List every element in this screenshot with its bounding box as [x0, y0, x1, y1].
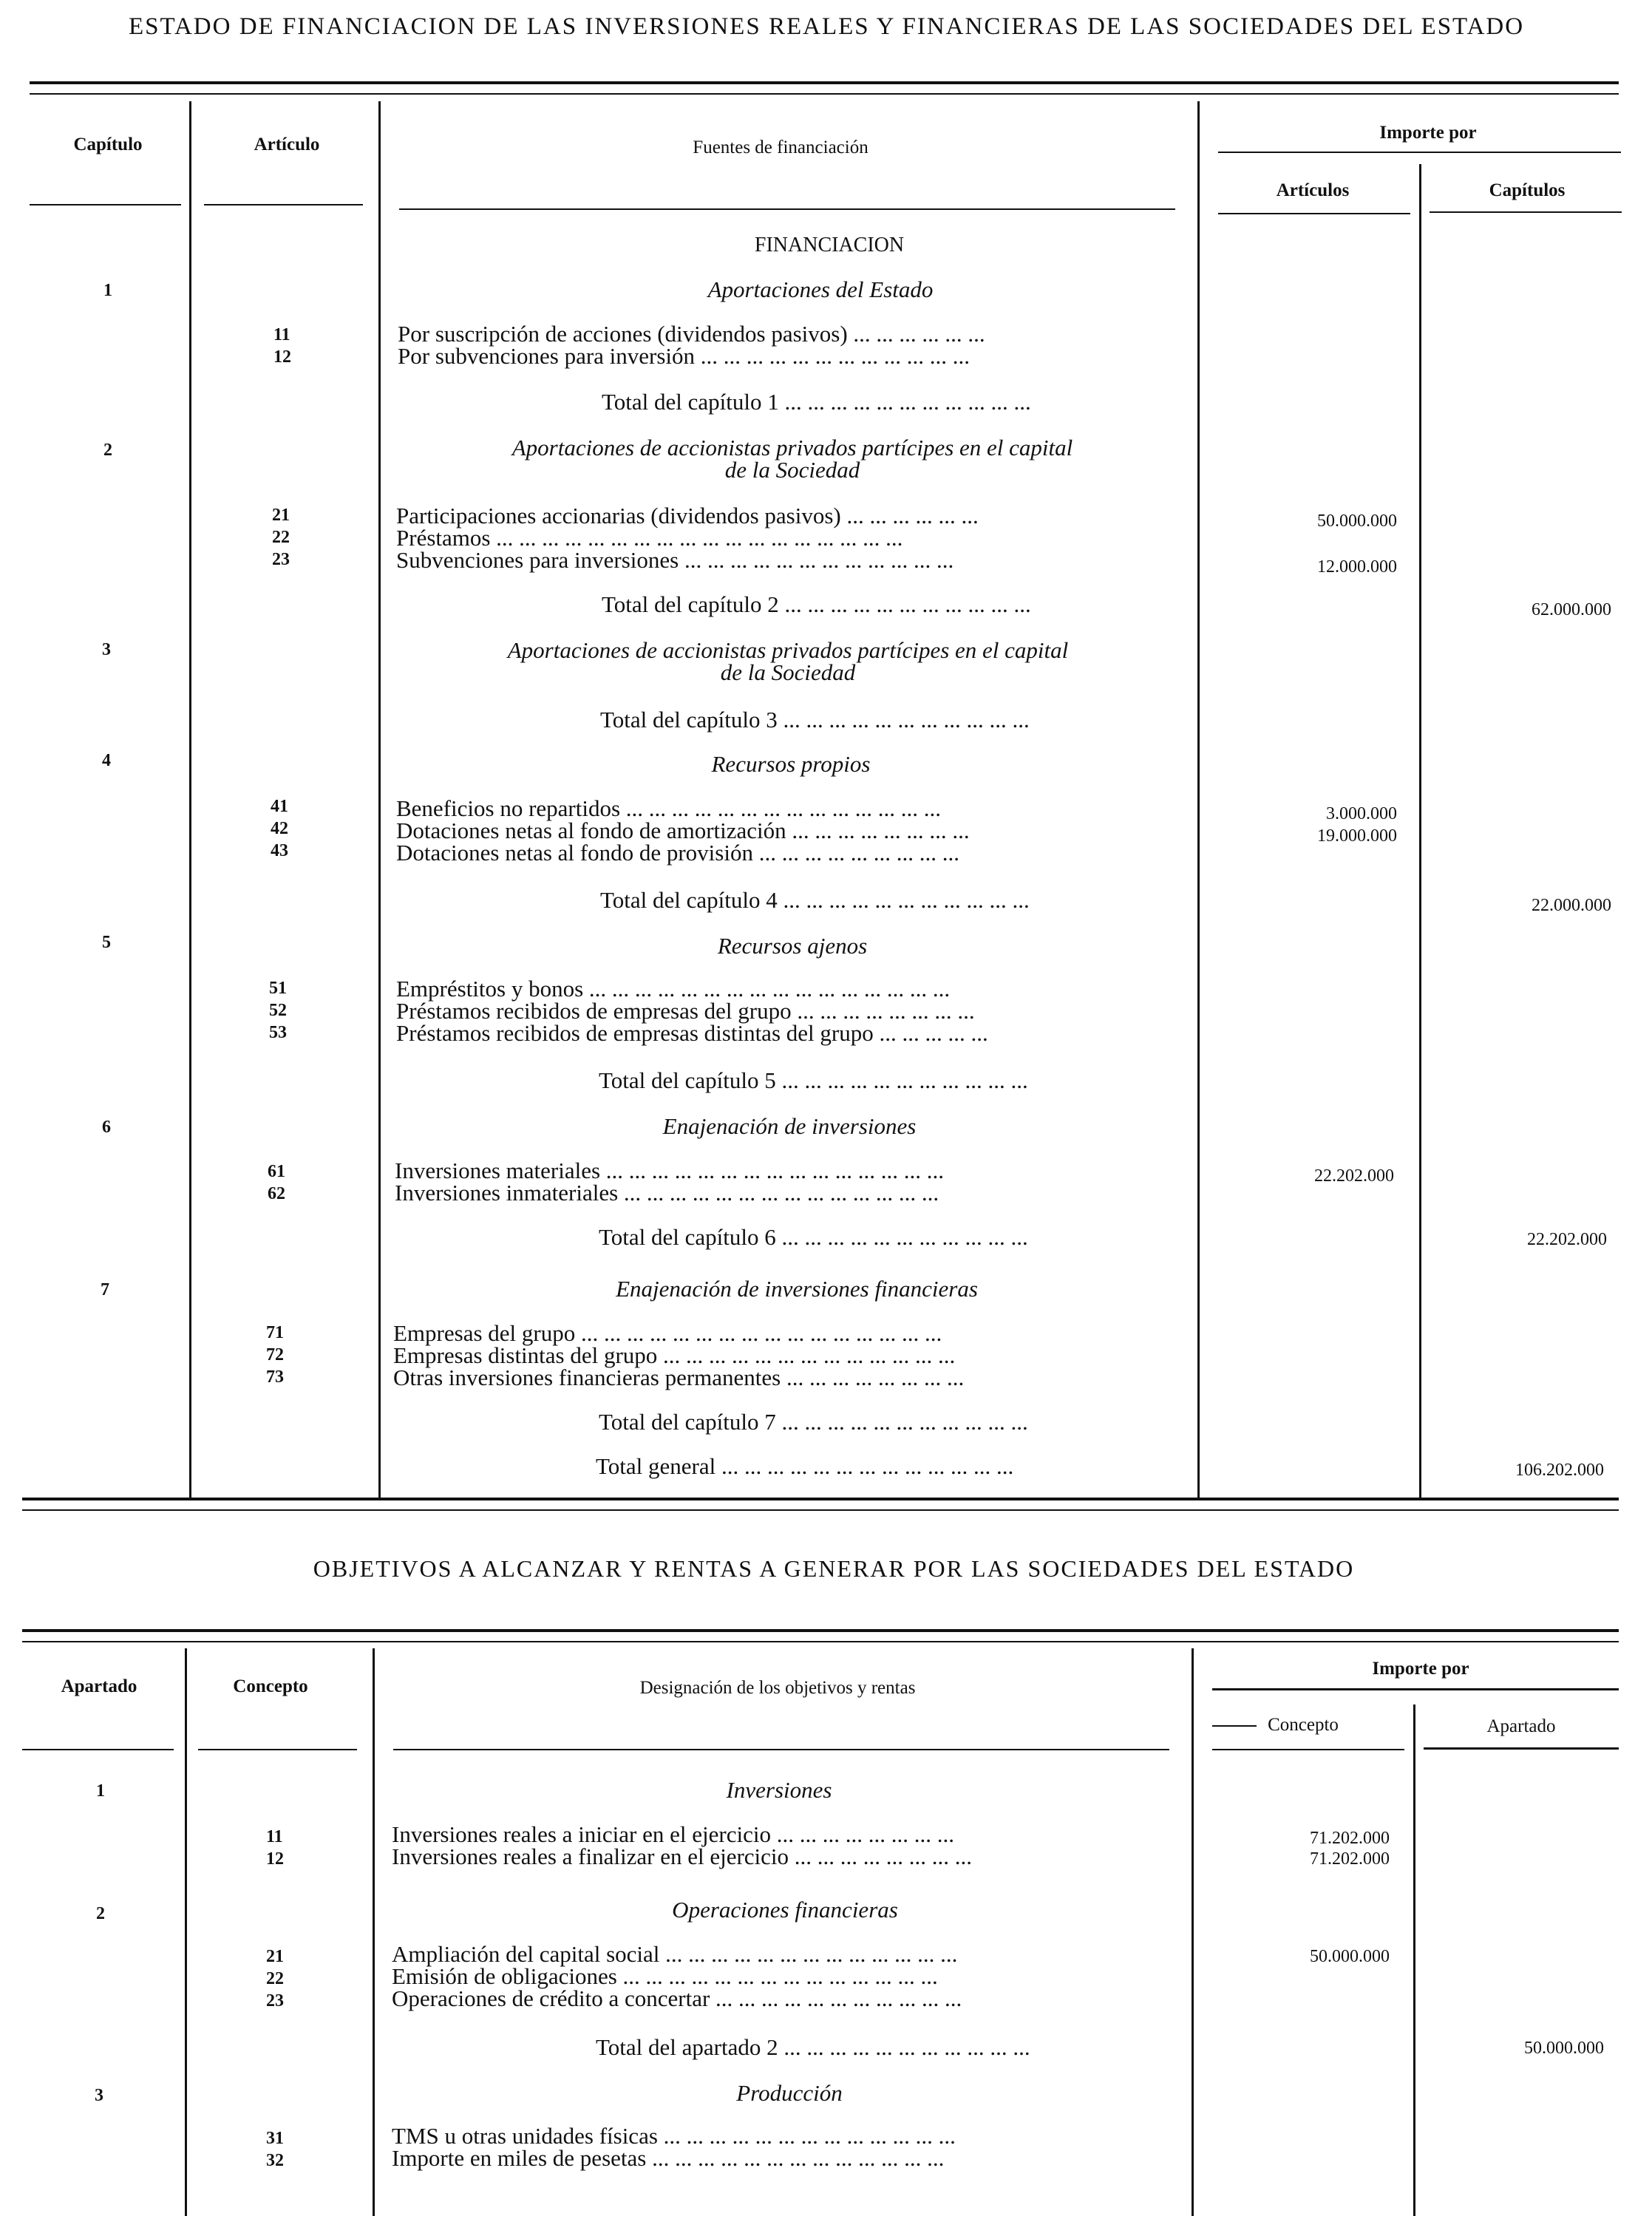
row-label: Inversiones reales a iniciar en el ejercicio ... ... ... ... ... ... ... ... — [392, 1821, 954, 1847]
article-num: 71 — [266, 1323, 284, 1342]
chapter-num: 7 — [101, 1280, 109, 1299]
row-label: Empréstitos y bonos ... ... ... ... ... ... ... ... ... ... ... ... ... ... ... ... — [396, 976, 951, 1002]
chapter-title: Enajenación de inversiones financieras — [616, 1276, 978, 1302]
apartado-value: 50.000.000 — [1524, 2039, 1604, 2058]
table2-vrule-3 — [1192, 1648, 1194, 2216]
article-num: 11 — [273, 325, 290, 344]
table1-vrule-2 — [378, 101, 381, 1498]
chapter-title: Aportaciones de accionistas privados partícipes en el capital — [507, 637, 1069, 663]
article-num: 53 — [269, 1023, 287, 1042]
chapter-title: Recursos propios — [711, 751, 871, 777]
table1-top-rule-2 — [30, 93, 1619, 95]
article-num: 43 — [271, 841, 288, 860]
row-label: Operaciones de crédito a concertar ... ... ... ... ... ... ... ... ... ... ... — [392, 1985, 962, 2011]
row-label: Empresas distintas del grupo ... ... ... ... ... ... ... ... ... ... ... ... ... — [393, 1342, 956, 1368]
total-label: Total del capítulo 3 ... ... ... ... ... ... ... ... ... ... ... — [600, 707, 1030, 733]
header-designacion: Designación de los objetivos y rentas — [639, 1678, 916, 1698]
concepto-value: 50.000.000 — [1310, 1947, 1390, 1966]
header-apartado: Apartado — [61, 1676, 137, 1696]
table2-vrule-4 — [1413, 1705, 1415, 2216]
header-underline-5 — [1430, 211, 1622, 213]
article-num: 12 — [273, 347, 291, 367]
header-capitulos: Capítulos — [1489, 180, 1566, 200]
article-num: 22 — [272, 528, 290, 547]
header-underline-2 — [198, 1749, 357, 1750]
concepto-dash — [1212, 1725, 1257, 1727]
row-label: Préstamos recibidos de empresas del grupo ... ... ... ... ... ... ... ... — [396, 998, 975, 1024]
row-label: Por suscripción de acciones (dividendos pasivos) ... ... ... ... ... ... — [398, 321, 985, 347]
table2-vrule-1 — [185, 1648, 187, 2216]
table1-title: ESTADO DE FINANCIACION DE LAS INVERSIONES REALES Y FINANCIERAS DE LAS SOCIEDADES DEL ESTADO — [128, 13, 1525, 40]
chapter-title: Recursos ajenos — [717, 933, 868, 959]
section-title: Operaciones financieras — [672, 1897, 898, 1923]
row-label: Subvenciones para inversiones ... ... ... ... ... ... ... ... ... ... ... ... — [396, 547, 954, 573]
header-underline-1 — [22, 1749, 174, 1750]
row-label: Préstamos ... ... ... ... ... ... ... ... ... ... ... ... ... ... ... ... ... ... — [396, 525, 903, 551]
header-sub-apartado: Apartado — [1486, 1716, 1556, 1736]
capitulos-value: 22.202.000 — [1527, 1230, 1607, 1249]
table1-vrule-3 — [1197, 101, 1200, 1498]
table2-top-rule — [22, 1629, 1619, 1632]
total-label: Total del capítulo 7 ... ... ... ... ... ... ... ... ... ... ... — [599, 1409, 1028, 1435]
chapter-num: 5 — [102, 933, 111, 952]
article-num: 61 — [268, 1162, 285, 1181]
row-label: Dotaciones netas al fondo de provisión ... ... ... ... ... ... ... ... ... — [396, 840, 959, 866]
header-articulos: Artículos — [1276, 180, 1350, 200]
articulos-value: 3.000.000 — [1326, 804, 1397, 823]
table1-bottom-rule — [22, 1498, 1619, 1500]
chapter-num: 2 — [103, 441, 112, 460]
table1-vrule-1 — [189, 101, 191, 1498]
row-label: Ampliación del capital social ... ... ... ... ... ... ... ... ... ... ... ... ... — [392, 1941, 958, 1967]
row-label: Inversiones inmateriales ... ... ... ... ... ... ... ... ... ... ... ... ... ... — [395, 1180, 939, 1206]
concepto-num: 31 — [266, 2129, 284, 2148]
chapter-num: 6 — [102, 1118, 111, 1137]
total-label: Total del capítulo 6 ... ... ... ... ... ... ... ... ... ... ... — [599, 1224, 1028, 1250]
article-num: 73 — [266, 1367, 284, 1387]
total-label: Total del apartado 2 ... ... ... ... ... ... ... ... ... ... ... — [596, 2034, 1030, 2060]
article-num: 41 — [271, 797, 288, 816]
row-label: Empresas del grupo ... ... ... ... ... ... ... ... ... ... ... ... ... ... ... ... — [393, 1320, 942, 1346]
total-label: Total del capítulo 1 ... ... ... ... ... ... ... ... ... ... ... — [602, 389, 1031, 415]
article-num: 62 — [268, 1184, 285, 1203]
concepto-value: 71.202.000 — [1310, 1829, 1390, 1848]
chapter-title-line2: de la Sociedad — [724, 457, 860, 483]
article-num: 21 — [272, 506, 290, 525]
chapter-num: 3 — [102, 640, 111, 659]
header-importe-por: Importe por — [1379, 123, 1477, 143]
row-label: TMS u otras unidades físicas ... ... ... ... ... ... ... ... ... ... ... ... ... — [392, 2123, 956, 2149]
header-capitulo: Capítulo — [73, 135, 143, 154]
concepto-num: 23 — [266, 1991, 284, 2011]
total-general-label: Total general ... ... ... ... ... ... ... ... ... ... ... ... ... — [596, 1453, 1014, 1479]
section-num: 2 — [96, 1904, 105, 1923]
concepto-num: 12 — [266, 1849, 284, 1869]
table2-vrule-2 — [373, 1648, 375, 2216]
concepto-num: 21 — [266, 1947, 284, 1966]
chapter-title: Aportaciones de accionistas privados partícipes en el capital — [511, 435, 1073, 460]
row-label: Importe en miles de pesetas ... ... ... ... ... ... ... ... ... ... ... ... ... — [392, 2145, 945, 2171]
header-articulo: Artículo — [254, 135, 320, 154]
row-label: Inversiones materiales ... ... ... ... ... ... ... ... ... ... ... ... ... ... ... — [395, 1158, 945, 1183]
header-underline-4 — [1218, 213, 1410, 214]
row-label: Préstamos recibidos de empresas distintas del grupo ... ... ... ... ... — [396, 1020, 988, 1046]
articulos-value: 12.000.000 — [1317, 557, 1397, 577]
header-concepto: Concepto — [233, 1676, 308, 1696]
section-financiacion: FINANCIACION — [754, 234, 905, 256]
header-underline-4 — [1212, 1749, 1404, 1750]
concepto-num: 22 — [266, 1969, 284, 1988]
concepto-num: 11 — [266, 1827, 283, 1846]
importe-rule — [1218, 152, 1621, 153]
row-label: Participaciones accionarias (dividendos pasivos) ... ... ... ... ... ... — [396, 503, 979, 528]
importe-rule — [1212, 1688, 1619, 1690]
capitulos-value: 62.000.000 — [1532, 600, 1611, 619]
total-label: Total del capítulo 2 ... ... ... ... ... ... ... ... ... ... ... — [602, 591, 1031, 617]
table2-top-rule-2 — [22, 1641, 1619, 1642]
articulos-value: 50.000.000 — [1317, 511, 1397, 531]
section-title: Producción — [736, 2080, 843, 2106]
row-label: Beneficios no repartidos ... ... ... ... ... ... ... ... ... ... ... ... ... ... — [396, 795, 942, 821]
chapter-title: Enajenación de inversiones — [662, 1113, 917, 1139]
concepto-value: 71.202.000 — [1310, 1849, 1390, 1869]
header-underline-3 — [393, 1749, 1169, 1750]
table1-vrule-4 — [1419, 164, 1421, 1498]
section-num: 3 — [95, 2086, 103, 2105]
header-underline-2 — [204, 204, 363, 205]
section-title: Inversiones — [726, 1777, 832, 1803]
article-num: 52 — [269, 1001, 287, 1020]
capitulos-value: 22.000.000 — [1532, 896, 1611, 915]
articulos-value: 22.202.000 — [1314, 1166, 1394, 1186]
total-label: Total del capítulo 5 ... ... ... ... ... ... ... ... ... ... ... — [599, 1067, 1028, 1093]
table1-bottom-rule-2 — [22, 1509, 1619, 1511]
article-num: 42 — [271, 819, 288, 838]
chapter-num: 4 — [102, 751, 111, 770]
article-num: 72 — [266, 1345, 284, 1364]
total-label: Total del capítulo 4 ... ... ... ... ... ... ... ... ... ... ... — [600, 887, 1030, 913]
header-fuentes: Fuentes de financiación — [693, 137, 869, 157]
table2-title: OBJETIVOS A ALCANZAR Y RENTAS A GENERAR POR LAS SOCIEDADES DEL ESTADO — [313, 1555, 1355, 1582]
row-label: Otras inversiones financieras permanentes ... ... ... ... ... ... ... ... — [393, 1364, 965, 1390]
section-num: 1 — [96, 1781, 105, 1801]
article-num: 23 — [272, 550, 290, 569]
chapter-title-line2: de la Sociedad — [720, 659, 856, 685]
row-label: Emisión de obligaciones ... ... ... ... ... ... ... ... ... ... ... ... ... ... — [392, 1963, 938, 1989]
articulos-value: 19.000.000 — [1317, 826, 1397, 846]
header-underline-1 — [30, 204, 181, 205]
article-num: 51 — [269, 979, 287, 998]
chapter-title: Aportaciones del Estado — [707, 276, 934, 302]
header-sub-concepto: Concepto — [1268, 1715, 1339, 1735]
table1-top-rule — [30, 81, 1619, 84]
total-general-value: 106.202.000 — [1515, 1461, 1604, 1480]
row-label: Por subvenciones para inversión ... ... ... ... ... ... ... ... ... ... ... ... — [398, 343, 971, 369]
chapter-num: 1 — [103, 281, 112, 300]
header-underline-3 — [399, 208, 1175, 210]
row-label: Inversiones reales a finalizar en el ejercicio ... ... ... ... ... ... ... ... — [392, 1843, 973, 1869]
concepto-num: 32 — [266, 2151, 284, 2170]
row-label: Dotaciones netas al fondo de amortización ... ... ... ... ... ... ... ... — [396, 818, 970, 843]
header-importe-por: Importe por — [1372, 1659, 1469, 1679]
header-underline-5 — [1424, 1747, 1619, 1750]
